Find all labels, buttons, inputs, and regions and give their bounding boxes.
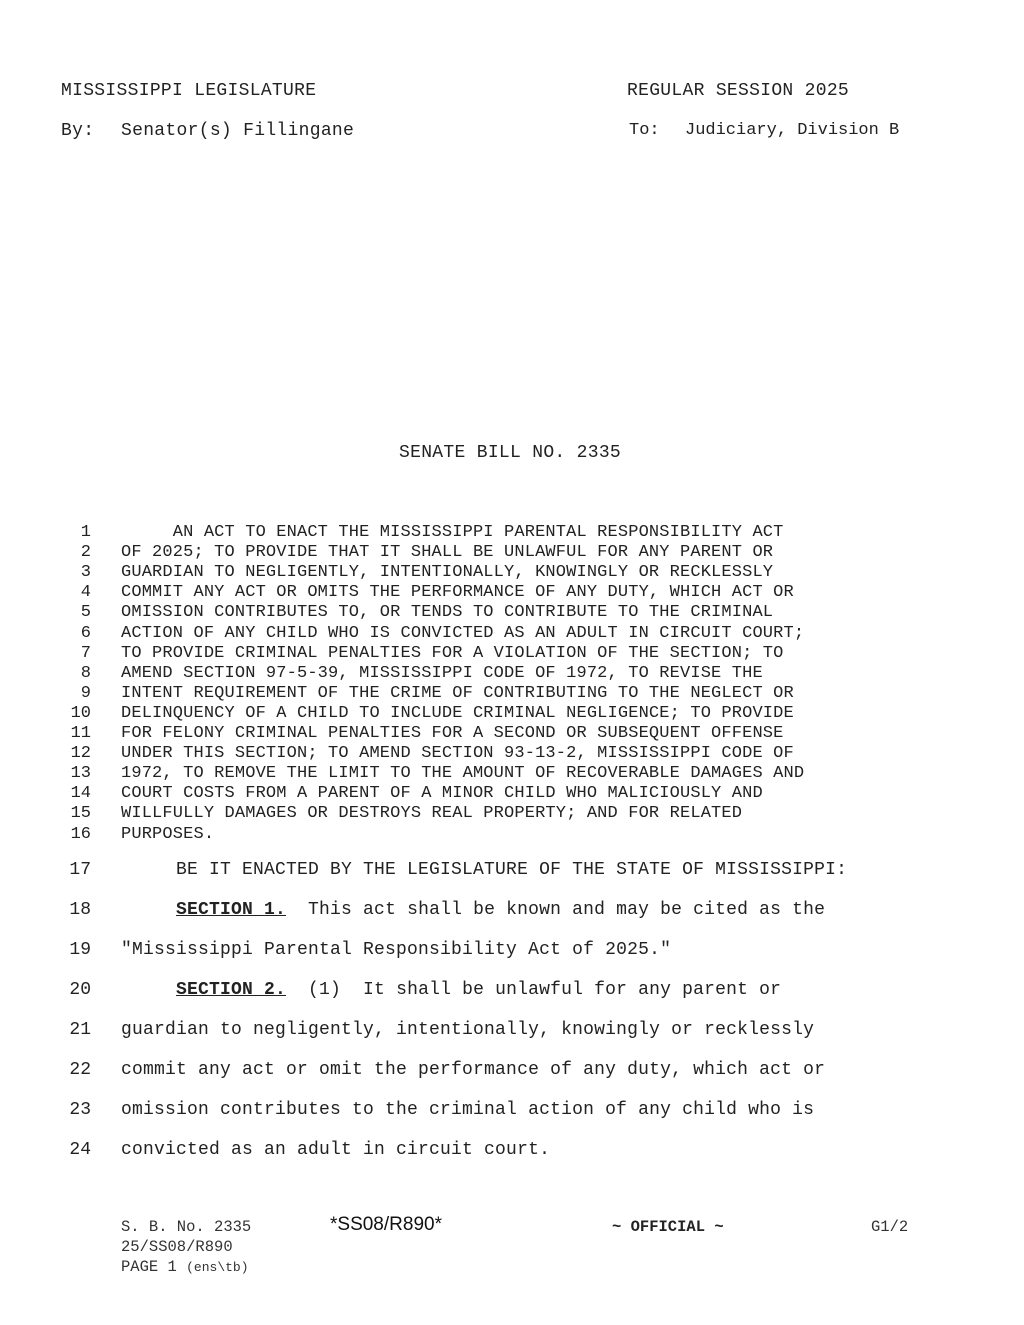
line-number: 20 (69, 980, 91, 1000)
body-line: "Mississippi Parental Responsibility Act of 2025." (121, 940, 672, 960)
line-number: 5 (80, 603, 91, 622)
committee: Judiciary, Division B (685, 121, 900, 140)
enacting-clause: BE IT ENACTED BY THE LEGISLATURE OF THE STATE OF MISSISSIPPI: (121, 860, 848, 880)
body-text: (1) It shall be unlawful for any parent or (286, 980, 782, 1000)
line-number: 24 (69, 1140, 91, 1160)
section-heading: SECTION 1. (176, 900, 287, 920)
title-line: 1972, TO REMOVE THE LIMIT TO THE AMOUNT OF RECOVERABLE DAMAGES AND (121, 764, 805, 783)
line-number: 14 (70, 784, 91, 803)
line-number: 19 (69, 940, 91, 960)
barcode-text: *SS08/R890* (330, 1214, 442, 1235)
body-line: commit any act or omit the performance of any duty, which act or (121, 1060, 826, 1080)
line-number: 17 (69, 860, 91, 880)
section-heading: SECTION 2. (176, 980, 287, 1000)
line-number: 16 (70, 825, 91, 844)
line-number: 3 (80, 563, 91, 582)
legislature-title: MISSISSIPPI LEGISLATURE (61, 81, 317, 101)
page-label: PAGE 1 (121, 1258, 177, 1276)
line-number: 4 (80, 583, 91, 602)
title-line: AN ACT TO ENACT THE MISSISSIPPI PARENTAL RESPONSIBILITY ACT (121, 523, 784, 542)
by-label: By: (61, 121, 95, 141)
line-number: 11 (70, 724, 91, 743)
sponsor: Senator(s) Fillingane (121, 121, 355, 141)
line-number: 10 (70, 704, 91, 723)
body-line (121, 900, 825, 920)
line-number: 21 (69, 1020, 91, 1040)
title-line: AMEND SECTION 97-5-39, MISSISSIPPI CODE OF 1972, TO REVISE THE (121, 664, 763, 683)
footer-draft-ref: 25/SS08/R890 (121, 1238, 233, 1256)
body-line: convicted as an adult in circuit court. (121, 1140, 551, 1160)
title-line: PURPOSES. (121, 825, 215, 844)
title-line: FOR FELONY CRIMINAL PENALTIES FOR A SECOND OR SUBSEQUENT OFFENSE (121, 724, 784, 743)
line-number: 2 (80, 543, 91, 562)
title-line: ACTION OF ANY CHILD WHO IS CONVICTED AS AN ADULT IN CIRCUIT COURT; (121, 624, 805, 643)
bill-title: SENATE BILL NO. 2335 (399, 443, 622, 463)
line-number: 6 (80, 624, 91, 643)
body-text: This act shall be known and may be cited as the (286, 900, 826, 920)
line-number: 23 (69, 1100, 91, 1120)
official-mark: ~ OFFICIAL ~ (612, 1218, 724, 1236)
title-line: GUARDIAN TO NEGLIGENTLY, INTENTIONALLY, KNOWINGLY OR RECKLESSLY (121, 563, 774, 582)
line-number: 15 (70, 804, 91, 823)
title-line: UNDER THIS SECTION; TO AMEND SECTION 93-13-2, MISSISSIPPI CODE OF (121, 744, 794, 763)
footer-bill-ref: S. B. No. 2335 (121, 1218, 252, 1236)
body-line: omission contributes to the criminal action of any child who is (121, 1100, 815, 1120)
line-number: 12 (70, 744, 91, 763)
body-line (121, 980, 781, 1000)
title-line: TO PROVIDE CRIMINAL PENALTIES FOR A VIOLATION OF THE SECTION; TO (121, 644, 784, 663)
session-title: REGULAR SESSION 2025 (627, 81, 850, 101)
title-line: COMMIT ANY ACT OR OMITS THE PERFORMANCE OF ANY DUTY, WHICH ACT OR (121, 583, 794, 602)
title-line: OF 2025; TO PROVIDE THAT IT SHALL BE UNLAWFUL FOR ANY PARENT OR (121, 543, 774, 562)
line-number: 22 (69, 1060, 91, 1080)
title-line: OMISSION CONTRIBUTES TO, OR TENDS TO CONTRIBUTE TO THE CRIMINAL (121, 603, 774, 622)
body-line: guardian to negligently, intentionally, knowingly or recklessly (121, 1020, 815, 1040)
to-label: To: (629, 121, 660, 140)
title-line: INTENT REQUIREMENT OF THE CRIME OF CONTRIBUTING TO THE NEGLECT OR (121, 684, 794, 703)
line-number: 18 (69, 900, 91, 920)
title-line: COURT COSTS FROM A PARENT OF A MINOR CHILD WHO MALICIOUSLY AND (121, 784, 763, 803)
title-line: DELINQUENCY OF A CHILD TO INCLUDE CRIMINAL NEGLIGENCE; TO PROVIDE (121, 704, 794, 723)
footer-code: G1/2 (871, 1218, 909, 1236)
initials: (ens\tb) (186, 1260, 249, 1275)
line-number: 1 (80, 523, 91, 542)
line-number: 13 (70, 764, 91, 783)
title-line: WILLFULLY DAMAGES OR DESTROYS REAL PROPERTY; AND FOR RELATED (121, 804, 743, 823)
line-number: 8 (80, 664, 91, 683)
line-number: 7 (80, 644, 91, 663)
footer-page (121, 1258, 249, 1276)
line-number: 9 (80, 684, 91, 703)
